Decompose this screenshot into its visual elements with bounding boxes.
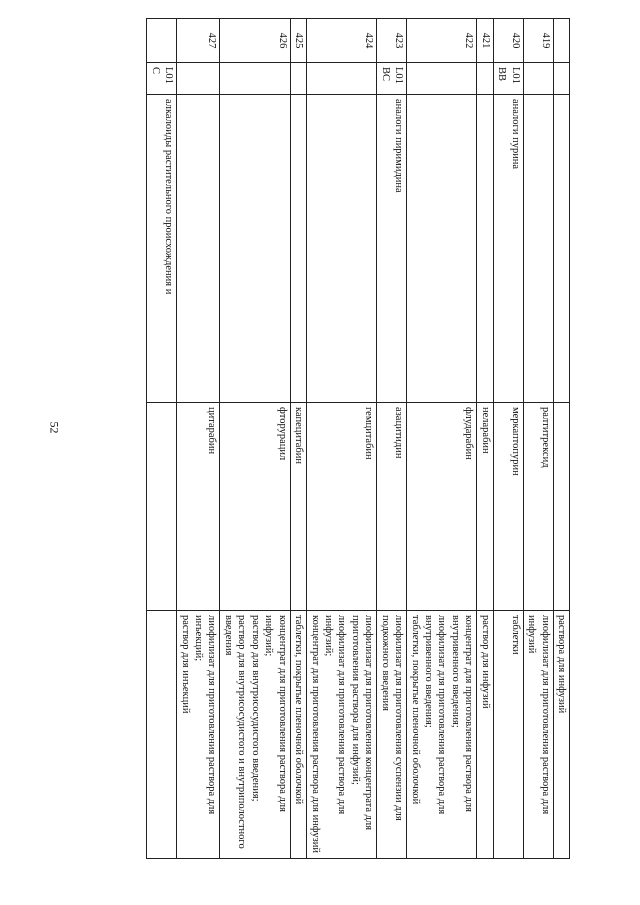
dosage-form-text: лиофилизат для приготовления концентрата для приготовления раствора для инфузий;	[349, 615, 375, 831]
dosage-form-text: концентрат для приготовления раствора для инфузий	[309, 615, 321, 853]
dosage-form-text: раствор для инъекций	[179, 615, 191, 714]
cell-name	[553, 403, 569, 611]
dosage-form-text: раствор для внутрисосудистого введения;	[249, 615, 261, 802]
cell-num: 427	[177, 19, 220, 63]
cell-group	[220, 95, 290, 403]
cell-form	[477, 611, 493, 859]
cell-form	[290, 611, 306, 859]
cell-num: 422	[407, 19, 477, 63]
dosage-form-text: лиофилизат для приготовления раствора для инфузий	[526, 615, 551, 815]
table-row-continuation	[553, 19, 569, 859]
cell-form	[407, 611, 477, 859]
cell-group	[553, 95, 569, 403]
drug-list-table	[146, 18, 570, 859]
dosage-form-text: лиофилизат для приготовления раствора для внутривенного введения;	[423, 615, 448, 815]
table-row	[307, 19, 377, 859]
dosage-form-text: таблетки, покрытые пленочной оболочкой	[293, 615, 305, 805]
table-row	[377, 19, 407, 859]
cell-name: цитарабин	[177, 403, 220, 611]
cell-code	[177, 63, 220, 95]
table-body	[147, 19, 570, 859]
cell-num: 420	[493, 19, 523, 63]
cell-num: 421	[477, 19, 493, 63]
cell-num: 424	[307, 19, 377, 63]
cell-name	[147, 403, 177, 611]
page-number: 52	[47, 421, 62, 434]
table-row	[523, 19, 553, 859]
cell-group	[477, 95, 493, 403]
cell-form	[377, 611, 407, 859]
dosage-form-text: раствор для инфузий	[479, 615, 491, 709]
cell-num: 425	[290, 19, 306, 63]
cell-code	[553, 63, 569, 95]
dosage-form-text: лиофилизат для приготовления раствора для инъекций;	[193, 615, 218, 815]
dosage-form-text: лиофилизат для приготовления суспензии для подкожного введения	[379, 615, 405, 821]
cell-code	[523, 63, 553, 95]
table-row	[290, 19, 306, 859]
table-row	[493, 19, 523, 859]
cell-code: L01C	[147, 63, 177, 95]
cell-num	[147, 19, 177, 63]
cell-name: азацитидин	[377, 403, 407, 611]
cell-form	[177, 611, 220, 859]
cell-num: 423	[377, 19, 407, 63]
cell-code	[307, 63, 377, 95]
dosage-form-text: раствор для внутрисосудистого и внутриполостного введения	[222, 615, 248, 849]
cell-group	[177, 95, 220, 403]
cell-code	[477, 63, 493, 95]
cell-form: раствора для инфузий	[553, 611, 569, 859]
cell-name: гемцитабин	[307, 403, 377, 611]
dosage-form-text: таблетки	[509, 615, 521, 655]
cell-group: аналоги пиримидина	[377, 95, 407, 403]
cell-code	[220, 63, 290, 95]
cell-group	[407, 95, 477, 403]
document-page	[96, 18, 570, 858]
cell-form	[307, 611, 377, 859]
cell-group: аналоги пурина	[493, 95, 523, 403]
cell-form	[220, 611, 290, 859]
cell-name: ралтитрексид	[523, 403, 553, 611]
cell-group: алкалоиды растительного происхождения и	[147, 95, 177, 403]
cell-name: меркаптопурин	[493, 403, 523, 611]
cell-code	[407, 63, 477, 95]
rotated-table-container	[96, 18, 570, 858]
cell-form	[147, 611, 177, 859]
cell-group	[307, 95, 377, 403]
cell-num: 426	[220, 19, 290, 63]
cell-name: капецитабин	[290, 403, 306, 611]
cell-group	[290, 95, 306, 403]
table-row	[177, 19, 220, 859]
cell-group	[523, 95, 553, 403]
cell-code	[290, 63, 306, 95]
cell-code: L01BC	[377, 63, 407, 95]
cell-code: L01BB	[493, 63, 523, 95]
table-row	[147, 19, 177, 859]
dosage-form-text: концентрат для приготовления раствора для инфузий;	[263, 615, 288, 812]
cell-form	[493, 611, 523, 859]
cell-num: 419	[523, 19, 553, 63]
dosage-form-text: концентрат для приготовления раствора для внутривенного введения;	[449, 615, 475, 812]
dosage-form-text: лиофилизат для приготовления раствора для инфузий;	[323, 615, 348, 815]
table-row	[477, 19, 493, 859]
cell-name: фторурацил	[220, 403, 290, 611]
cell-form	[523, 611, 553, 859]
cell-name: флударабин	[407, 403, 477, 611]
dosage-form-text: таблетки, покрытые пленочной оболочкой	[409, 615, 421, 805]
cell-num	[553, 19, 569, 63]
table-row	[220, 19, 290, 859]
cell-name: неларабин	[477, 403, 493, 611]
table-row	[407, 19, 477, 859]
